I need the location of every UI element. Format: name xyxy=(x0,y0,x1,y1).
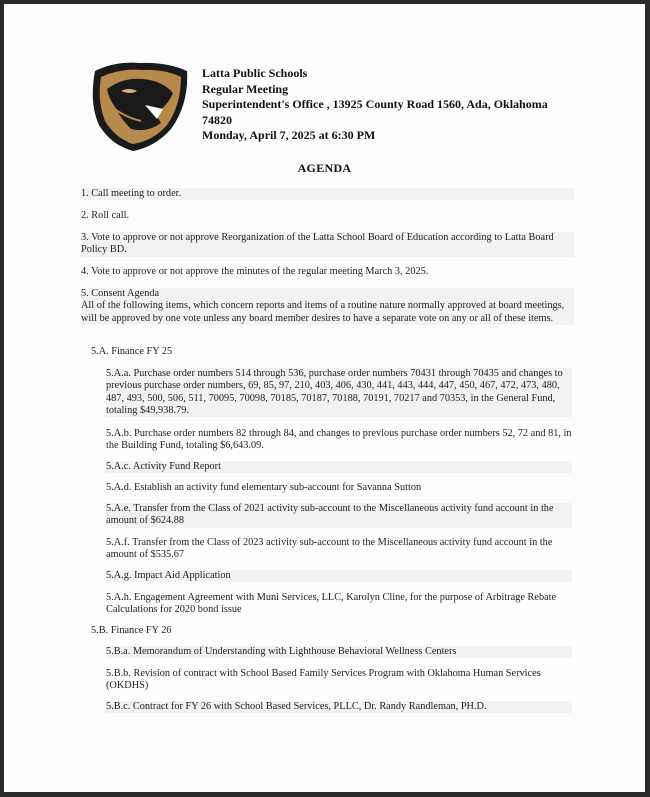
item-5bc: 5.B.c. Contract for FY 26 with School Based Services, PLLC, Dr. Randy Randleman, PH.D. xyxy=(106,701,572,713)
consent-agenda-body: All of the following items, which concern reports and items of a routine nature normally approved at board meetings, will be approved by one vote unless any board member desires to have a separate vote on any or all of these items. xyxy=(81,300,565,324)
item-5ab: 5.A.b. Purchase order numbers 82 through 84, and changes to previous purchase order numbers 52, 72 and 81, in the Building Fund, totaling $6,643.09. xyxy=(106,428,572,452)
meeting-location: Superintendent's Office , 13925 County Road 1560, Ada, Oklahoma xyxy=(202,97,548,111)
section-5b-title: 5.B. Finance FY 26 xyxy=(91,625,172,636)
meeting-type: Regular Meeting xyxy=(202,81,289,96)
agenda-item-1: 1. Call meeting to order. xyxy=(81,188,574,200)
item-5aa: 5.A.a. Purchase order numbers 514 through 536, purchase order numbers 70431 through 70435 and changes to previous purchase order numbers, 69, 85, 97, 210, 403, 406, 430, 441, 443, 444, 447, 450, 467, 472, 473, 480, 487, 493, 500, 506, 511, 70095, 70098, 70185, 70187, 70188, 70191, 70217 and 70353, in the General Fund, totaling $49,938.79. xyxy=(106,368,572,417)
item-5ba: 5.B.a. Memorandum of Understanding with Lighthouse Behavioral Wellness Centers xyxy=(106,646,572,658)
item-5ae: 5.A.e. Transfer from the Class of 2021 activity sub-account to the Miscellaneous activity fund account in the amount of $624.88 xyxy=(106,503,572,528)
panther-mascot-icon xyxy=(85,59,195,154)
item-5af: 5.A.f. Transfer from the Class of 2023 activity sub-account to the Miscellaneous activity fund account in the amount of $535.67 xyxy=(106,537,553,561)
item-5ah: 5.A.h. Engagement Agreement with Muni Services, LLC, Karolyn Cline, for the purpose of Arbitrage Rebate Calculations for 2020 bond issue xyxy=(106,592,557,616)
item-5ad: 5.A.d. Establish an activity fund elementary sub-account for Savanna Sutton xyxy=(106,482,422,493)
agenda-item-5 xyxy=(81,288,574,325)
agenda-item-3: 3. Vote to approve or not approve Reorganization of the Latta School Board of Education according to Latta Board Policy BD. xyxy=(81,232,574,257)
agenda-item-2: 2. Roll call. xyxy=(81,210,130,221)
section-5a-title: 5.A. Finance FY 25 xyxy=(91,346,173,357)
item-5ac: 5.A.c. Activity Fund Report xyxy=(106,461,572,473)
agenda-item-4: 4. Vote to approve or not approve the minutes of the regular meeting March 3, 2025. xyxy=(81,266,429,277)
agenda-title: AGENDA xyxy=(297,161,352,175)
meeting-header xyxy=(202,66,592,144)
consent-agenda-title: 5. Consent Agenda xyxy=(81,288,160,299)
school-name: Latta Public Schools xyxy=(202,66,308,80)
meeting-zip: 74820 xyxy=(202,112,232,127)
item-5ag: 5.A.g. Impact Aid Application xyxy=(106,570,572,582)
item-5bb: 5.B.b. Revision of contract with School Based Family Services Program with Oklahoma Human Services (OKDHS) xyxy=(106,668,541,692)
document-page xyxy=(4,4,645,792)
meeting-date: Monday, April 7, 2025 at 6:30 PM xyxy=(202,128,376,142)
